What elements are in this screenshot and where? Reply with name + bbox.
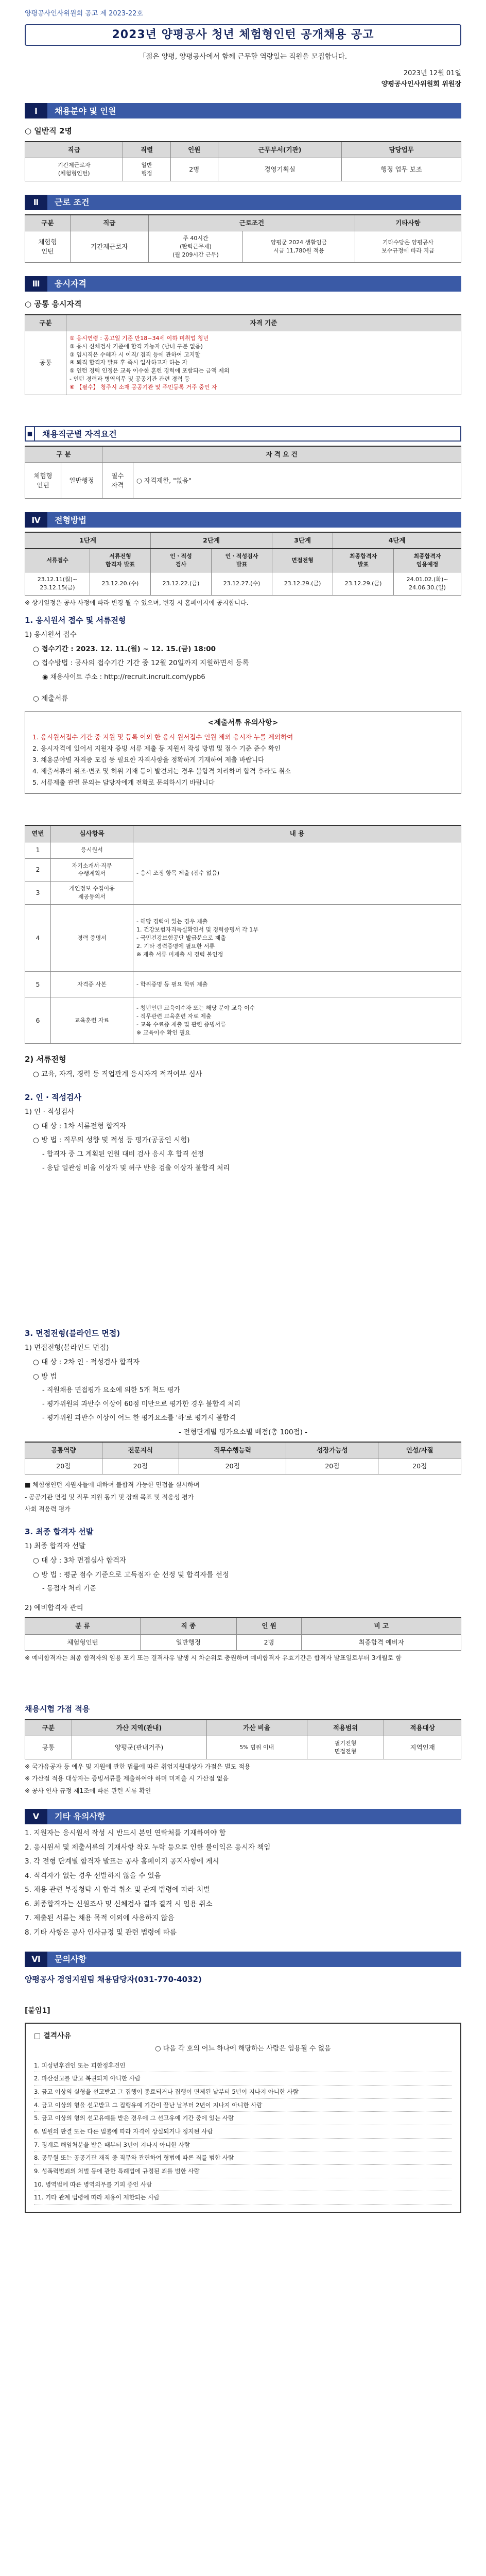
col-header: 근로조건 — [148, 215, 355, 231]
misc-item: 3. 각 전형 단계별 합격자 발표는 공사 홈페이지 공지사항에 게시 — [25, 1857, 219, 1866]
doc-box-line: 2. 응시자격에 있어서 지원자 증빙 서류 제출 등 지원서 작성 방법 및 접수 기준 준수 확인 — [32, 744, 281, 752]
misc-item: 2. 응시원서 및 제출서류의 기재사항 착오 누락 등으로 인한 불이익은 응시자 책임 — [25, 1843, 271, 1852]
receipt-title: 1. 응시원서 접수 및 서류전형 — [25, 615, 126, 625]
receipt-doc: ○ 제출서류 — [33, 694, 68, 703]
col-header: 직무수행능력 — [179, 1442, 286, 1459]
qualification-subheading: ○ 공통 응시자격 — [25, 299, 82, 309]
step-header: 4단계 — [333, 532, 461, 549]
doc-box-title: <제출서류 유의사항> — [207, 719, 279, 727]
criteria-item: ② 응시 신체검사 기준에 합격 가능자 (남녀 구분 없음) — [70, 343, 203, 350]
cell-item: 개인정보 수집이용 제공동의서 — [51, 882, 133, 905]
section-conditions-header — [25, 195, 461, 210]
cell-item: 자기소개서·직무 수행계획서 — [51, 858, 133, 882]
criteria-item: - 인턴 경력과 병역의무 및 공공기관 관련 경력 등 — [70, 376, 190, 383]
cell-date: 23.12.20.(수) — [90, 572, 150, 596]
cell-content: - 청년인턴 교육이수자 또는 해당 분야 교육 이수 - 직무관련 교육훈련 자료 제출 - 교육 수료증 제출 및 관련 증빙서류 ※ 교육이수 확인 필요 — [133, 997, 461, 1044]
cell-date: 23.12.11(월)~ 23.12.15(금) — [25, 572, 90, 596]
doc-box-line: 1. 응시원서접수 기간 중 지원 및 등록 이외 한 응시 원서접수 인원 제외 응시자 누를 제외하여 — [32, 733, 293, 741]
interview-note: 사회 적응력 평가 — [25, 1505, 71, 1513]
final-sub: 1) 최종 합격자 선발 — [25, 1542, 86, 1551]
table-row — [25, 1634, 461, 1650]
list-item: 10. 병역법에 따른 병역의무를 기피 중인 사람 — [34, 2178, 452, 2192]
cell-no: 1 — [25, 842, 51, 858]
recruit-subheading: ○ 일반직 2명 — [25, 126, 72, 136]
final-line: ○ 방 법 : 평균 점수 기준으로 고득점자 순 선정 및 합격자를 선정 — [33, 1570, 229, 1579]
col-header: 인ㆍ적성 검사 — [151, 549, 212, 572]
table-row — [25, 1459, 461, 1475]
cell-cat: 체험형인턴 — [25, 1634, 141, 1650]
cell-no: 3 — [25, 882, 51, 905]
reserve-note: ※ 예비합격자는 최종 합격자의 임용 포기 또는 결격사유 발생 시 차순위로 충원하며 예비합격자 유효기간은 합격자 발표일로부터 3개월로 함 — [25, 1654, 402, 1662]
misc-item: 6. 최종합격자는 신원조사 및 신체검사 결과 결격 시 임용 취소 — [25, 1900, 213, 1908]
table-row — [25, 572, 461, 596]
cell-item: 경력 증명서 — [51, 905, 133, 972]
interview-note: - 공공기관 면접 및 직무 지원 동기 및 장래 목표 및 적응성 평가 — [25, 1493, 194, 1501]
col-header: 적용대상 — [384, 1720, 461, 1736]
col-header: 직 종 — [140, 1618, 236, 1634]
conditions-table — [25, 214, 461, 263]
list-item: 4. 금고 이상의 형을 선고받고 그 집행유예 기간이 끝난 날부터 2년이 지나지 아니한 사람 — [34, 2099, 452, 2112]
list-item: 7. 징계로 해임처분을 받은 때부터 3년이 지나지 아니한 사람 — [34, 2139, 452, 2152]
cell-date: 23.12.22.(금) — [151, 572, 212, 596]
cell-date: 23.12.29.(금) — [333, 572, 394, 596]
doc-box-line: 4. 제출서류의 위조·변조 및 허위 기재 등이 발견되는 경우 불합격 처리하며 합격 후라도 취소 — [32, 767, 291, 775]
section-title: 채용직군별 자격요건 — [35, 426, 461, 442]
table-row — [25, 1736, 461, 1759]
col-header: 구분 — [25, 215, 71, 231]
notice-number: 양평공사인사위원회 공고 제 2023-22호 — [25, 10, 143, 18]
col-header: 성장가능성 — [286, 1442, 378, 1459]
section-title: 근로 조건 — [47, 195, 461, 210]
cell-etc: 기타수당은 양평공사 보수규정에 따라 지급 — [355, 231, 461, 262]
appendix-subheading: ○ 다음 각 호의 어느 하나에 해당하는 사람은 임용될 수 없음 — [155, 2044, 331, 2053]
final-line: - 동점자 처리 기준 — [42, 1585, 96, 1593]
list-item: 6. 법원의 판결 또는 다른 법률에 따라 자격이 상실되거나 정지된 사람 — [34, 2125, 452, 2139]
cell-content: - 학위증명 등 필요 학위 제출 — [133, 972, 461, 997]
criteria-item: ④ 퇴직 합격자 발표 후 즉시 입사하고자 하는 자 — [70, 359, 188, 366]
cell-rate: 5% 범위 이내 — [206, 1736, 307, 1759]
cell-content: - 해당 경력이 있는 경우 제출 1. 건강보험자격득실확인서 및 경력증명서 각 1부 - 국민건강보험공단 발급분으로 제출 2. 기타 경력증명에 필요한 서류 ※ 제출 서류 미제출 시 경력 불인정 — [133, 905, 461, 972]
cell-content: - 응시 조정 항목 제출 (점수 없음) — [133, 842, 461, 905]
step-header: 2단계 — [151, 532, 272, 549]
col-header: 구 분 — [25, 446, 102, 463]
col-header: 서류전형 합격자 발표 — [90, 549, 150, 572]
section-inquiry-header — [25, 1952, 461, 1967]
col-header: 구분 — [25, 1720, 72, 1736]
interview-sub: 1) 면접전형(블라인드 면접) — [25, 1344, 109, 1352]
score-table — [25, 1442, 461, 1475]
col-header: 가산 비율 — [206, 1720, 307, 1736]
section-number: Ⅰ — [25, 103, 47, 118]
col-header: 구분 — [25, 315, 66, 331]
list-item: 9. 성폭력범죄의 처벌 등에 관한 특례법에 규정된 죄를 범한 사람 — [34, 2165, 452, 2178]
cell-duty: 행정 업무 보조 — [342, 158, 461, 181]
list-item: 3. 금고 이상의 실형을 선고받고 그 집행이 종료되거나 집행이 면제된 날부터 5년이 지나지 아니한 사람 — [34, 2086, 452, 2099]
receipt-sub: 1) 응시원서 접수 — [25, 631, 77, 639]
col-header: 직급 — [70, 215, 148, 231]
interview-line: - 직원채용 면접평가 요소에 의한 5개 척도 평가 — [42, 1386, 180, 1395]
col-header: 연번 — [25, 825, 51, 842]
cell-date: 23.12.29.(금) — [272, 572, 333, 596]
cell-area: 양평군(관내거주) — [72, 1736, 206, 1759]
cell-item: 자격증 사본 — [51, 972, 133, 997]
col-header: 자 격 요 건 — [102, 446, 461, 463]
section-title: 채용분야 및 인원 — [47, 103, 461, 118]
section-requirement-header — [25, 426, 461, 442]
col-header: 자격 기준 — [66, 315, 461, 331]
final-title: 3. 최종 합격자 선발 — [25, 1527, 94, 1536]
criteria-item: ⑥ 【필수】 청주시 소재 공공기관 및 주민등록 거주 중인 자 — [70, 384, 217, 391]
col-header: 인성/자질 — [378, 1442, 461, 1459]
final-line: ○ 대 상 : 3차 면접심사 합격자 — [33, 1556, 127, 1565]
col-header: 적용범위 — [307, 1720, 384, 1736]
page-title: 2023년 양평공사 청년 체험형인턴 공개채용 공고 — [25, 24, 461, 46]
col-header: 직급 — [25, 142, 123, 158]
cell-kind: 일반행정 — [140, 1634, 236, 1650]
misc-item: 4. 적격자가 없는 경우 선발하지 않을 수 있음 — [25, 1871, 161, 1880]
cell-pay: 양평군 2024 생활임금 시급 11,780원 적용 — [242, 231, 355, 262]
aptitude-line: - 응답 일관성 비율 이상자 및 허구 반응 검출 이상자 불합격 처리 — [42, 1164, 230, 1172]
cell-no: 6 — [25, 997, 51, 1044]
intro-text: 「젊은 양평, 양평공사에서 함께 근무할 역량있는 직원을 모집합니다. — [138, 52, 348, 61]
bonus-table — [25, 1719, 461, 1759]
recruit-table — [25, 141, 461, 181]
interview-line: ○ 대 상 : 2차 인 · 적성검사 합격자 — [33, 1358, 140, 1366]
receipt-method: ○ 접수방법 : 공사의 접수기간 기간 중 12월 20일까지 지원하면서 등록 — [33, 659, 249, 668]
aptitude-line: ○ 방 법 : 직무의 성향 및 적성 등 평가(공공인 시험) — [33, 1136, 190, 1145]
cell-type: 공통 — [25, 1736, 72, 1759]
misc-item: 5. 채용 관련 부정청탁 시 합격 취소 및 관계 법령에 따라 처벌 — [25, 1886, 211, 1894]
criteria-item: ⑤ 인턴 경력 인정은 교육 이수한 훈련 경력에 포함되는 금액 제외 — [70, 367, 230, 375]
list-item: 1. 피성년후견인 또는 피한정후견인 — [34, 2059, 452, 2073]
list-item: 11. 기타 관계 법령에 따라 채용이 제한되는 사람 — [34, 2191, 452, 2205]
cell-type: 체험형 인턴 — [25, 463, 61, 499]
aptitude-line: ○ 대 상 : 1차 서류전형 합격자 — [33, 1122, 127, 1130]
requirement-table — [25, 446, 461, 499]
section-title: 전형방법 — [47, 512, 461, 528]
criteria-item: ③ 임시직은 수혜자 시 이직/ 겸직 등에 관하여 고지할 — [70, 351, 201, 358]
interview-line: ○ 방 법 — [33, 1372, 57, 1381]
section-title: 응시자격 — [47, 276, 461, 292]
appendix-box — [25, 2023, 461, 2213]
aptitude-title: 2. 인 · 적성검사 — [25, 1092, 81, 1102]
appendix-list — [34, 2059, 452, 2205]
step-header: 1단계 — [25, 532, 151, 549]
cell-date: 23.12.27.(수) — [212, 572, 272, 596]
reserve-title: 2) 예비합격자 관리 — [25, 1603, 83, 1612]
col-header: 담당업무 — [342, 142, 461, 158]
interview-line: - 평가위원의 과반수 이상이 60점 미만으로 평가한 경우 불합격 처리 — [42, 1400, 240, 1408]
table-row — [25, 842, 461, 858]
receipt-site: ◉ 채용사이트 주소 : http://recruit.incruit.com/ypb6 — [42, 673, 205, 682]
appendix-heading: □ 결격사유 — [34, 2031, 72, 2040]
process-note: ※ 상기일정은 공사 사정에 따라 변경 될 수 있으며, 변경 시 홈페이지에 공지합니다. — [25, 599, 249, 607]
reserve-table — [25, 1617, 461, 1650]
table-row — [25, 972, 461, 997]
cell-target: 지역인재 — [384, 1736, 461, 1759]
table-row — [25, 331, 461, 395]
table-row — [25, 463, 461, 499]
col-header: 서류접수 — [25, 549, 90, 572]
screening-table — [25, 825, 461, 1044]
doc-box-line: 3. 채용분야별 자격증 모집 등 필요한 자격사항을 정확하게 기재하여 제출 바랍니다 — [32, 756, 265, 764]
notice-issuer: 양평공사인사위원회 위원장 — [381, 80, 461, 89]
cell-grade: 기간제근로자 — [70, 231, 148, 262]
col-header: 공통역량 — [25, 1442, 102, 1459]
section-process-header — [25, 512, 461, 528]
table-row — [25, 158, 461, 181]
notice-date: 2023년 12월 01일 — [403, 70, 461, 78]
qualification-table — [25, 314, 461, 396]
section-number: Ⅴ — [25, 1809, 47, 1824]
cell-score: 20점 — [25, 1459, 102, 1475]
cell-term: 주 40시간 (탄력근무제) (월 209시간 근무) — [148, 231, 242, 262]
misc-item: 1. 지원자는 응시원서 작성 시 반드시 본인 연락처를 기재하여야 함 — [25, 1829, 226, 1838]
section-qualification-header — [25, 276, 461, 292]
col-header: 최종합격자 임용예정 — [394, 549, 461, 572]
cell-no: 4 — [25, 905, 51, 972]
doc-notice-box — [25, 711, 461, 794]
aptitude-line: - 합격자 중 그 계획된 인원 대비 검사 응시 후 합격 선정 — [42, 1150, 204, 1158]
section-number: Ⅵ — [25, 1952, 47, 1967]
col-header: 내 용 — [133, 825, 461, 842]
section-number: ■ — [25, 426, 35, 442]
cell-score: 20점 — [378, 1459, 461, 1475]
list-item: 5. 금고 이상의 형의 선고유예를 받은 경우에 그 선고유예 기간 중에 있는 사람 — [34, 2112, 452, 2125]
section-title: 문의사항 — [47, 1952, 461, 1967]
receipt-period: ○ 접수기간 : 2023. 12. 11.(월) ~ 12. 15.(금) 18:00 — [33, 645, 216, 653]
section-number: Ⅳ — [25, 512, 47, 528]
inquiry-contact: 양평공사 경영지원팀 채용담당자(031-770-4032) — [25, 1974, 202, 1984]
interview-title: 3. 면접전형(블라인드 면접) — [25, 1328, 120, 1338]
cell-no: 2 — [25, 858, 51, 882]
list-item: 2. 파산선고를 받고 복권되지 아니한 사람 — [34, 2072, 452, 2086]
bonus-note: ※ 가산점 적용 대상자는 증빙서류를 제출하여야 하며 미제출 시 가산점 없음 — [25, 1775, 229, 1783]
section-number: Ⅲ — [25, 276, 47, 292]
aptitude-sub: 1) 인 · 적성검사 — [25, 1108, 75, 1116]
cell-type: 체험형 인턴 — [25, 231, 71, 262]
col-header: 면접전형 — [272, 549, 333, 572]
cell-score: 20점 — [286, 1459, 378, 1475]
col-header: 인원 — [170, 142, 218, 158]
table-row — [25, 231, 461, 262]
bonus-title: 채용시험 가점 적용 — [25, 1704, 90, 1714]
cell-count: 2명 — [236, 1634, 302, 1650]
process-table — [25, 532, 461, 596]
section-number: Ⅱ — [25, 195, 47, 210]
cell-etc: 최종합격 예비자 — [302, 1634, 461, 1650]
doc-box-line: 5. 서류제출 관련 문의는 담당자에게 전화로 문의하시기 바랍니다 — [32, 778, 215, 787]
col-header: 인 원 — [236, 1618, 302, 1634]
col-header: 인ㆍ적성검사 발표 — [212, 549, 272, 572]
step-header: 3단계 — [272, 532, 333, 549]
cell-score: 20점 — [102, 1459, 179, 1475]
cell-type: 공통 — [25, 331, 66, 395]
cell-scope: 필기전형 면접전형 — [307, 1736, 384, 1759]
bonus-note: ※ 국가유공자 등 예우 및 지원에 관한 법률에 따른 취업지원대상자 가점은 별도 적용 — [25, 1762, 251, 1770]
cell-score: 20점 — [179, 1459, 286, 1475]
cell-series: 일반행정 — [61, 463, 102, 499]
section-recruit-header — [25, 103, 461, 118]
col-header: 분 류 — [25, 1618, 141, 1634]
col-header: 비 고 — [302, 1618, 461, 1634]
col-header: 심사항목 — [51, 825, 133, 842]
col-header: 기타사항 — [355, 215, 461, 231]
cell-req: ○ 자격제한, "없음" — [133, 463, 461, 499]
cell-count: 2명 — [170, 158, 218, 181]
cell-grade: 기간제근로자 (체험형인턴) — [25, 158, 123, 181]
section-title: 기타 유의사항 — [47, 1809, 461, 1824]
appendix-label: [붙임1] — [25, 2007, 50, 2015]
col-header: 근무부서(기관) — [218, 142, 341, 158]
col-header: 전문지식 — [102, 1442, 179, 1459]
misc-item: 8. 기타 사항은 공사 인사규정 및 관련 법령에 따름 — [25, 1928, 177, 1937]
table-row — [25, 905, 461, 972]
list-item: 8. 공무원 또는 공공기관 재직 중 직무와 관련하여 형법에 따른 죄를 범한 사람 — [34, 2151, 452, 2165]
cell-criteria — [66, 331, 461, 395]
col-header: 최종합격자 발표 — [333, 549, 394, 572]
score-table-title: - 전형단계별 평가요소별 배점(총 100점) - — [178, 1428, 308, 1436]
cell-item: 교육훈련 자료 — [51, 997, 133, 1044]
col-header: 직렬 — [123, 142, 170, 158]
table-row — [25, 997, 461, 1044]
bonus-note: ※ 공사 인사 규정 제1조에 따른 관련 서류 확인 — [25, 1787, 151, 1794]
interview-line: - 평가위원 과반수 이상이 어느 한 평가요소를 '하'로 평가시 불합격 — [42, 1414, 236, 1422]
col-header: 가산 지역(관내) — [72, 1720, 206, 1736]
misc-item: 7. 제출된 서류는 채용 목적 이외에 사용하지 않음 — [25, 1914, 175, 1923]
cell-series: 일반 행정 — [123, 158, 170, 181]
cell-dept: 경영기획실 — [218, 158, 341, 181]
doc-screening-title: 2) 서류전형 — [25, 1055, 66, 1064]
criteria-item: ① 응시연령 : 공고일 기준 만18~34세 이하 미취업 청년 — [70, 334, 209, 342]
cell-date: 24.01.02.(화)~ 24.06.30.(일) — [394, 572, 461, 596]
section-misc-header — [25, 1809, 461, 1824]
interview-note: ■ 체험형인턴 지원자들에 대하여 불합격 가능한 면접을 실시하며 — [25, 1481, 200, 1489]
cell-req-label: 필수 자격 — [102, 463, 133, 499]
cell-item: 응시원서 — [51, 842, 133, 858]
doc-screening-text: ○ 교육, 자격, 경력 등 직업관계 응시자격 적격여부 심사 — [33, 1070, 202, 1078]
cell-no: 5 — [25, 972, 51, 997]
